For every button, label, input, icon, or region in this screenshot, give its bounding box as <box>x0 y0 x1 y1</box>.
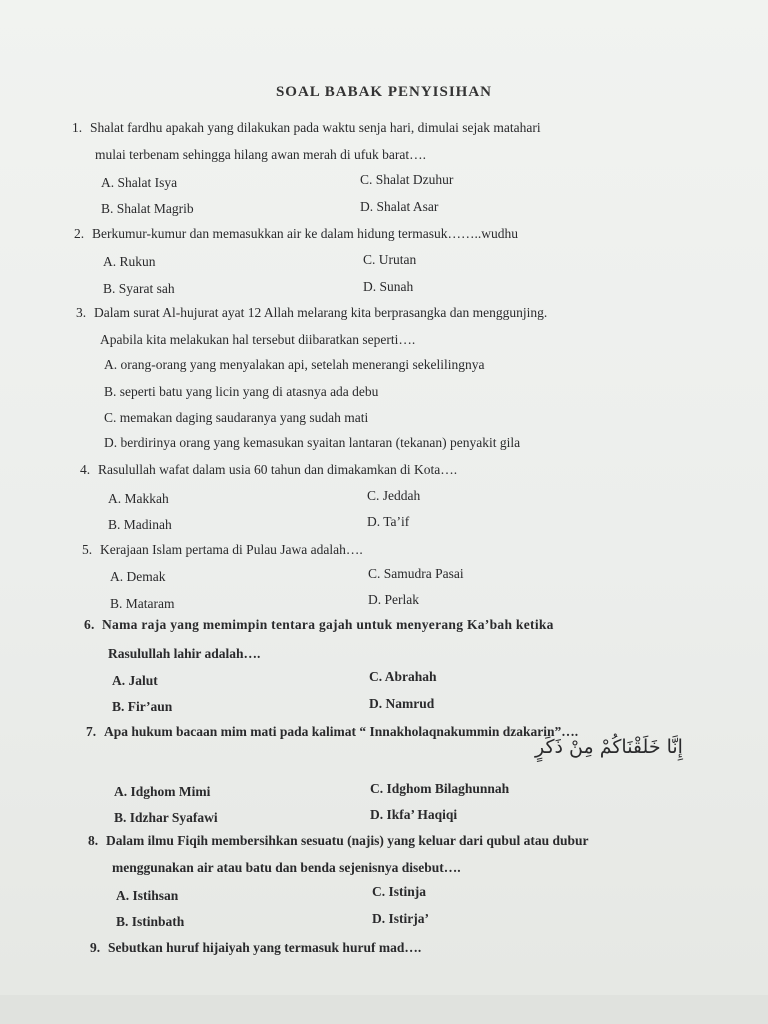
option-1b: B. Shalat Magrib <box>101 201 194 216</box>
option-5a: A. Demak <box>110 569 166 584</box>
option-5b: B. Mataram <box>110 596 175 611</box>
question-3-line-2: Apabila kita melakukan hal tersebut diibaratkan seperti…. <box>100 332 416 347</box>
option-2c: C. Urutan <box>363 252 417 267</box>
question-8-line-1: 8. Dalam ilmu Fiqih membersihkan sesuatu (najis) yang keluar dari qubul atau dubur <box>88 833 589 848</box>
arabic-verse: إِنَّا خَلَقْنَاكُمْ مِنْ ذَكَرٍ <box>535 736 683 758</box>
question-2-line-1: 2. Berkumur-kumur dan memasukkan air ke dalam hidung termasuk……..wudhu <box>74 226 519 241</box>
option-1c: C. Shalat Dzuhur <box>360 172 454 187</box>
option-1a: A. Shalat Isya <box>101 175 178 190</box>
option-8c: C. Istinja <box>372 884 427 899</box>
option-3c: C. memakan daging saudaranya yang sudah mati <box>104 410 369 425</box>
question-4-line-1: 4. Rasulullah wafat dalam usia 60 tahun dan dimakamkan di Kota…. <box>80 462 458 477</box>
option-3b: B. seperti batu yang licin yang di atasnya ada debu <box>104 384 379 399</box>
question-3-line-1: 3. Dalam surat Al-hujurat ayat 12 Allah melarang kita berprasangka dan menggunjing. <box>76 305 548 320</box>
option-7b: B. Idzhar Syafawi <box>114 810 218 825</box>
option-4b: B. Madinah <box>108 517 172 532</box>
option-5c: C. Samudra Pasai <box>368 566 464 581</box>
option-2b: B. Syarat sah <box>103 281 175 296</box>
option-6b: B. Fir’aun <box>112 699 173 714</box>
option-7a: A. Idghom Mimi <box>114 784 211 799</box>
question-6-line-1: 6. Nama raja yang memimpin tentara gajah untuk menyerang Ka’bah ketika <box>84 617 554 632</box>
option-8a: A. Istihsan <box>116 888 179 903</box>
option-2a: A. Rukun <box>103 254 156 269</box>
option-7d: D. Ikfa’ Haqiqi <box>370 807 458 822</box>
question-1-line-1: 1. Shalat fardhu apakah yang dilakukan pada waktu senja hari, dimulai sejak matahari <box>72 120 541 135</box>
option-3d: D. berdirinya orang yang kemasukan syaitan lantaran (tekanan) penyakit gila <box>104 435 521 450</box>
question-8-line-2: menggunakan air atau batu dan benda sejenisnya disebut…. <box>112 860 461 875</box>
option-6a: A. Jalut <box>112 673 158 688</box>
option-2d: D. Sunah <box>363 279 414 294</box>
option-1d: D. Shalat Asar <box>360 199 439 214</box>
option-4a: A. Makkah <box>108 491 169 506</box>
option-4c: C. Jeddah <box>367 488 421 503</box>
option-5d: D. Perlak <box>368 592 419 607</box>
question-5-line-1: 5. Kerajaan Islam pertama di Pulau Jawa adalah…. <box>82 542 363 557</box>
option-6d: D. Namrud <box>369 696 435 711</box>
option-7c: C. Idghom Bilaghunnah <box>370 781 510 796</box>
option-4d: D. Ta’if <box>367 514 410 529</box>
option-3a: A. orang-orang yang menyalakan api, setelah menerangi sekelilingnya <box>104 357 485 372</box>
option-8d: D. Istirja’ <box>372 911 429 926</box>
page-title: SOAL BABAK PENYISIHAN <box>275 84 493 100</box>
question-6-line-2: Rasulullah lahir adalah…. <box>108 646 261 661</box>
question-9-line-1: 9. Sebutkan huruf hijaiyah yang termasuk huruf mad…. <box>90 940 422 955</box>
option-8b: B. Istinbath <box>116 914 185 929</box>
option-6c: C. Abrahah <box>369 669 437 684</box>
page-bottom-shadow <box>0 995 768 1024</box>
question-1-line-2: mulai terbenam sehingga hilang awan merah di ufuk barat…. <box>95 147 427 162</box>
question-7-line-1: 7. Apa hukum bacaan mim mati pada kalimat “ Innakholaqnakummin dzakarin”…. <box>86 724 579 739</box>
